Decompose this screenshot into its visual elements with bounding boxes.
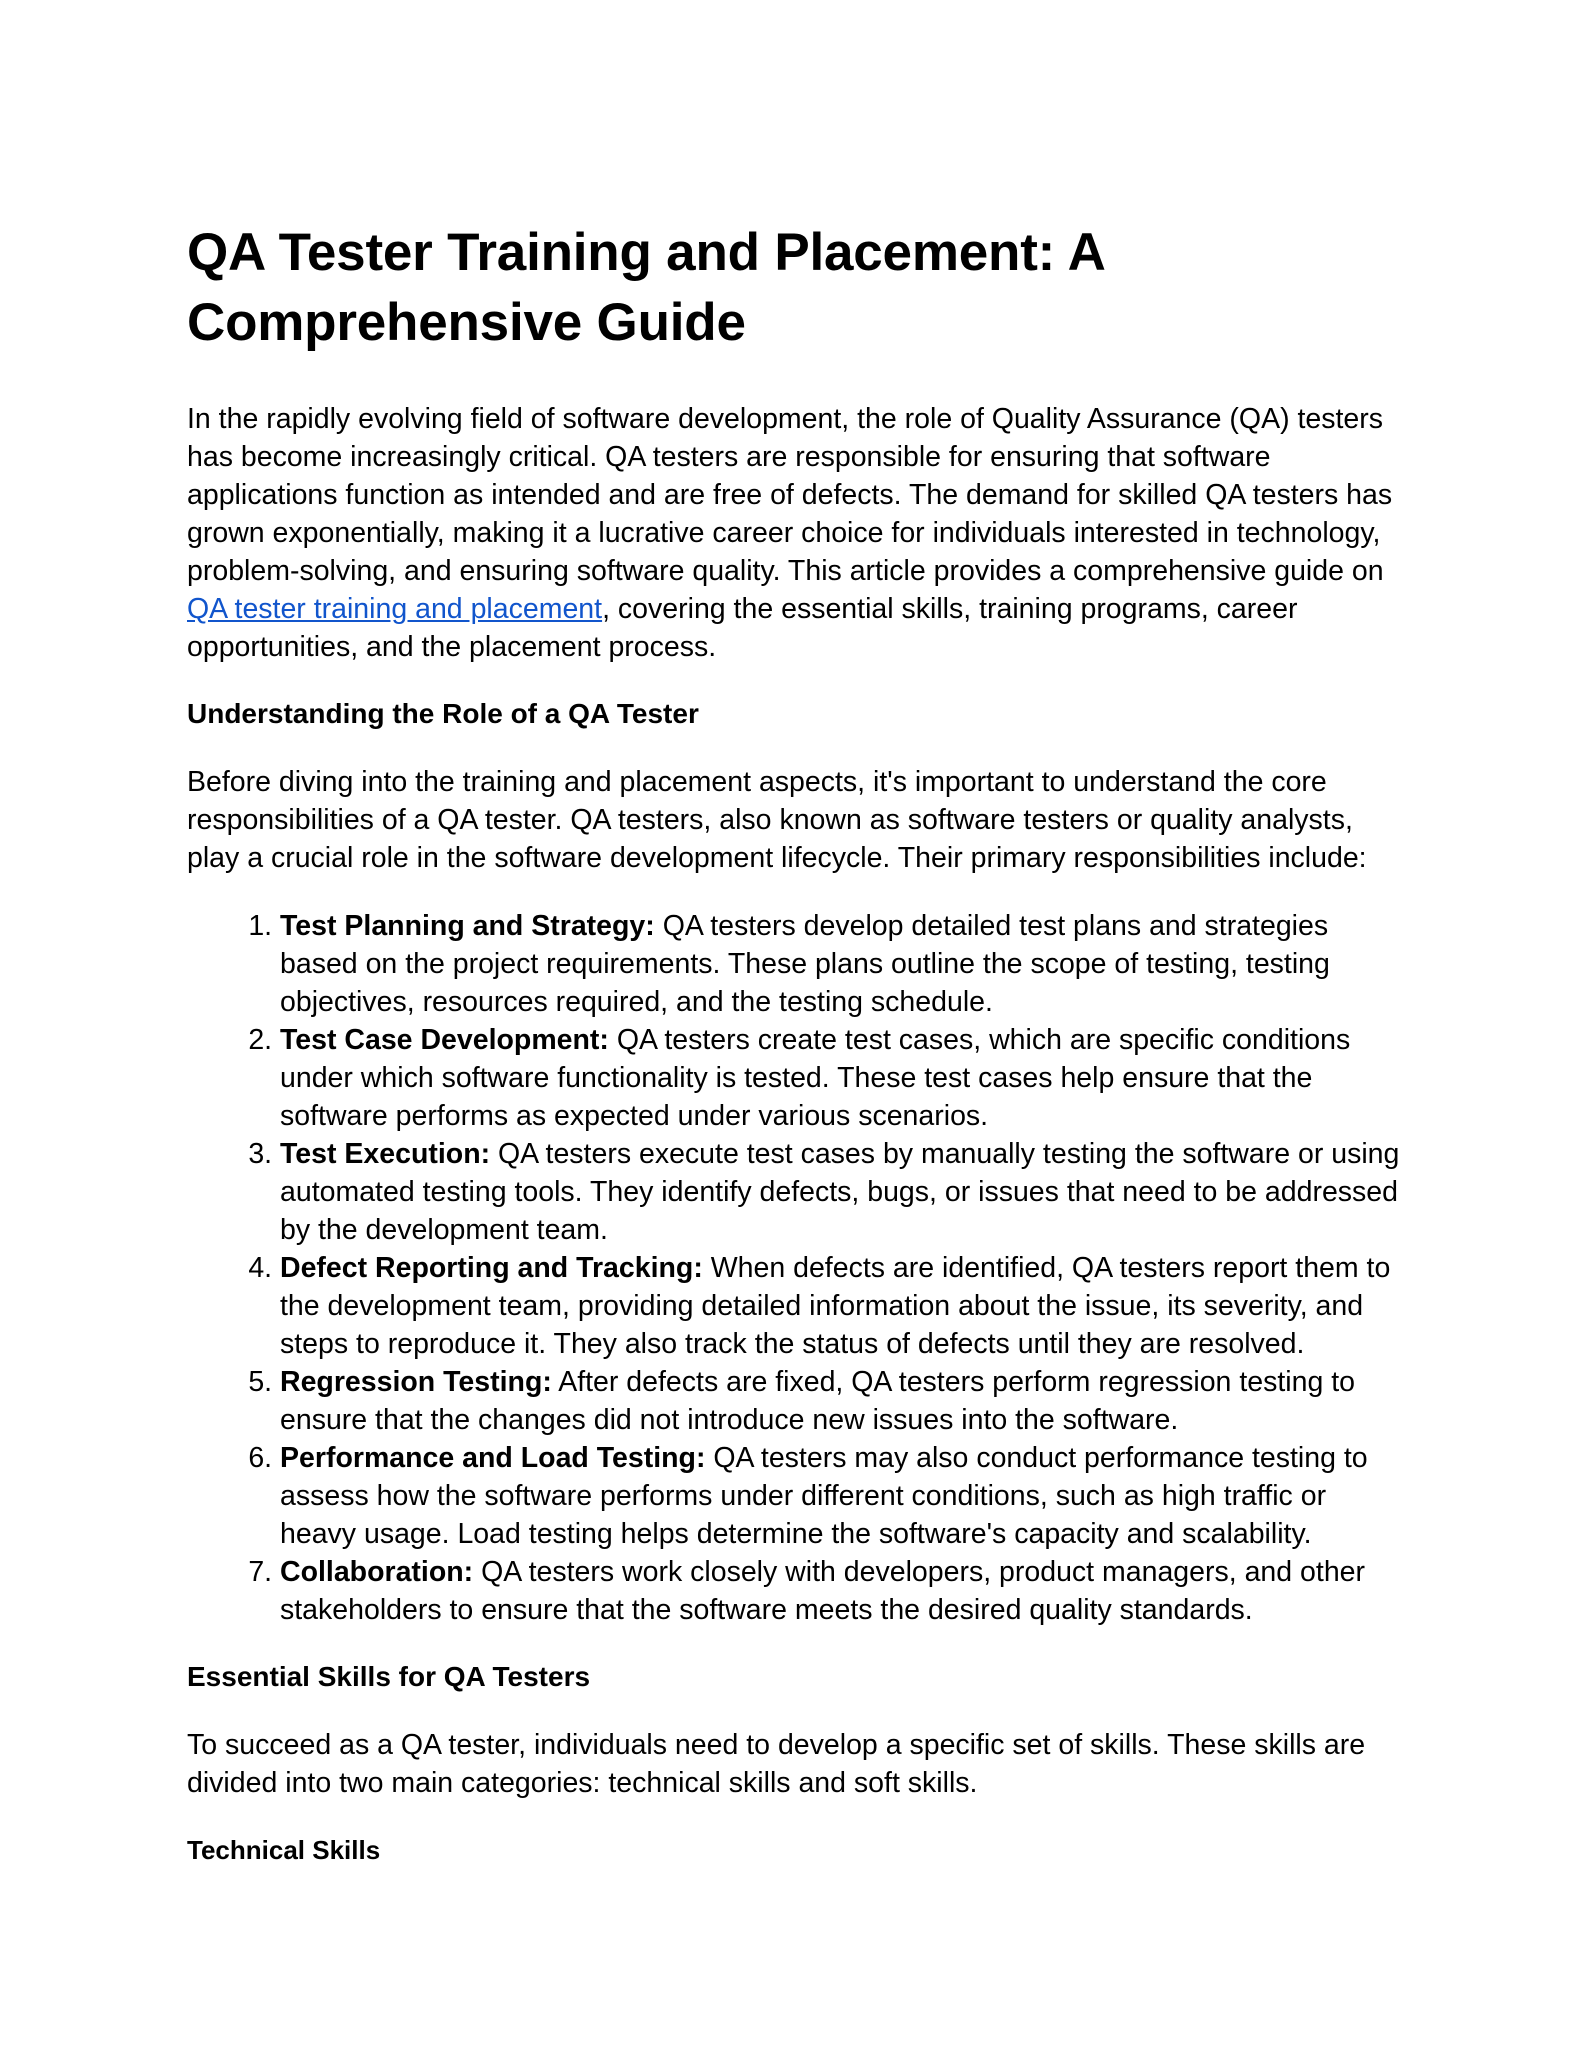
list-item-term: Test Execution: — [280, 1138, 491, 1170]
intro-paragraph — [187, 400, 1407, 666]
role-paragraph: Before diving into the training and placement aspects, it's important to understand the core responsibilities of a QA tester. QA testers, also known as software testers or quality analysts, play a crucial role in the software development lifecycle. Their primary responsibilities include: — [187, 766, 1367, 874]
list-item — [280, 1135, 1407, 1249]
intro-text-before-link: In the rapidly evolving field of software development, the role of Quality Assurance (QA) testers has become increasingly critical. QA testers are responsible for ensuring that software applications function as intended and are free of defects. The demand for skilled QA testers has grown exponentially, making it a lucrative career choice for individuals interested in technology, problem-solving, and ensuring software quality. This article provides a comprehensive guide on — [187, 403, 1393, 587]
document-page — [187, 218, 1407, 1869]
list-item-text: QA testers develop detailed test plans and strategies based on the project requirements. These plans outline the scope of testing, testing objectives, resources required, and the testing schedule. — [280, 910, 1330, 1018]
list-item-term: Performance and Load Testing: — [280, 1442, 706, 1474]
responsibilities-list — [187, 907, 1407, 1629]
list-item-term: Collaboration: — [280, 1556, 474, 1588]
list-item-term: Regression Testing: — [280, 1366, 552, 1398]
list-item-text: After defects are fixed, QA testers perform regression testing to ensure that the changes did not introduce new issues into the software. — [280, 1366, 1355, 1436]
section-heading-role: Understanding the Role of a QA Tester — [187, 698, 699, 729]
list-item-text: QA testers execute test cases by manually testing the software or using automated testing tools. They identify defects, bugs, or issues that need to be addressed by the development team. — [280, 1138, 1400, 1246]
list-item-text: QA testers may also conduct performance testing to assess how the software performs under different conditions, such as high traffic or heavy usage. Load testing helps determine the software's capacity and scalability. — [280, 1442, 1368, 1550]
list-item-text: When defects are identified, QA testers report them to the development team, providing detailed information about the issue, its severity, and steps to reproduce it. They also track the status of defects until they are resolved. — [280, 1252, 1391, 1360]
section-heading-skills: Essential Skills for QA Testers — [187, 1661, 591, 1692]
list-item — [280, 1439, 1407, 1553]
qa-training-link[interactable]: QA tester training and placement — [187, 593, 603, 625]
list-item — [280, 907, 1407, 1021]
list-item — [280, 1249, 1407, 1363]
list-item-text: QA testers create test cases, which are specific conditions under which software functionality is tested. These test cases help ensure that the software performs as expected under various scenarios. — [280, 1024, 1351, 1132]
page-title: QA Tester Training and Placement: A Comprehensive Guide — [187, 223, 1104, 352]
list-item-term: Test Case Development: — [280, 1024, 609, 1056]
list-item-term: Test Planning and Strategy: — [280, 910, 655, 942]
list-item-term: Defect Reporting and Tracking: — [280, 1252, 703, 1284]
list-item-text: QA testers work closely with developers, product managers, and other stakeholders to ensure that the software meets the desired quality standards. — [280, 1556, 1366, 1626]
list-item — [280, 1021, 1407, 1135]
list-item — [280, 1553, 1407, 1629]
subheading-technical-skills: Technical Skills — [187, 1835, 381, 1865]
skills-paragraph: To succeed as a QA tester, individuals need to develop a specific set of skills. These skills are divided into two main categories: technical skills and soft skills. — [187, 1729, 1366, 1799]
list-item — [280, 1363, 1407, 1439]
intro-text-after-link: , covering the essential skills, training programs, career opportunities, and the placement process. — [187, 593, 1298, 663]
